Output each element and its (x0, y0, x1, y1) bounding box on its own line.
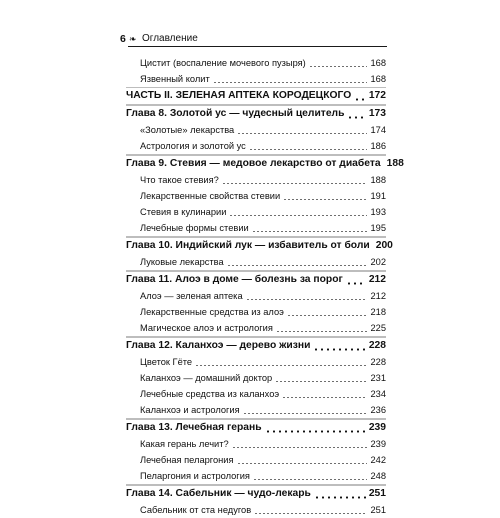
toc-subentry (126, 304, 386, 320)
dot-leader (287, 315, 367, 316)
dot-leader (243, 413, 367, 414)
toc-subentry (126, 354, 386, 370)
entry-title: Цветок Гёте (140, 357, 193, 367)
entry-title: Глава 13. Лечебная герань (126, 422, 262, 433)
dot-leader (347, 116, 365, 119)
entry-title: Цистит (воспаление мочевого пузыря) (140, 58, 306, 68)
entry-page-number: 242 (370, 455, 386, 465)
page-number: 6 (120, 33, 126, 45)
entry-title: Глава 11. Алоэ в доме — болезнь за порог (126, 274, 343, 285)
entry-title: Глава 12. Каланхоэ — дерево жизни (126, 340, 311, 351)
toc-subentry (126, 71, 386, 88)
dot-leader (254, 513, 367, 514)
toc-part-entry (126, 88, 386, 105)
toc-subentry (126, 436, 386, 452)
entry-title: Лекарственные свойства стевии (140, 191, 281, 201)
entry-page-number: 239 (370, 439, 386, 449)
entry-page-number: 251 (368, 488, 386, 499)
entry-page-number: 239 (368, 422, 386, 433)
entry-page-number: 193 (370, 207, 386, 217)
dot-leader (213, 82, 367, 83)
entry-page-number: 173 (368, 108, 386, 119)
dot-leader (346, 282, 366, 285)
entry-page-number: 168 (370, 74, 386, 84)
toc-subentry (126, 204, 386, 220)
entry-title: Астрология и золотой ус (140, 141, 246, 151)
entry-title: Пеларгония и астрология (140, 471, 250, 481)
entry-title: Лекарственные средства из алоэ (140, 307, 284, 317)
entry-title: Глава 9. Стевия — медовое лекарство от диабета (126, 158, 381, 169)
entry-title: Что такое стевия? (140, 175, 219, 185)
dot-leader (249, 149, 367, 150)
entry-page-number: 231 (370, 373, 386, 383)
dot-leader (282, 397, 367, 398)
dot-leader (222, 183, 367, 184)
leaf-ornament-icon: ❧ (129, 34, 137, 44)
entry-page-number: 174 (370, 125, 386, 135)
entry-page-number: 225 (370, 323, 386, 333)
entry-title: Сабельник от ста недугов (140, 505, 252, 515)
entry-title: Лечебная пеларгония (140, 455, 234, 465)
dot-leader (265, 430, 366, 433)
page-header (120, 33, 387, 49)
dot-leader (354, 98, 366, 101)
toc-subentry (126, 220, 386, 237)
entry-page-number: 191 (370, 191, 386, 201)
toc-chapter-entry (126, 338, 386, 354)
entry-page-number: 248 (370, 471, 386, 481)
toc-subentry (126, 452, 386, 468)
toc-subentry (126, 402, 386, 419)
entry-page-number: 212 (370, 291, 386, 301)
toc-chapter-entry (126, 272, 386, 288)
entry-page-number: 212 (368, 274, 386, 285)
entry-title: Стевия в кулинарии (140, 207, 227, 217)
toc-subentry (126, 254, 386, 271)
dot-leader (229, 215, 367, 216)
dot-leader (232, 447, 367, 448)
entry-title: Каланхоэ — домашний доктор (140, 373, 273, 383)
toc-subentry (126, 122, 386, 138)
dot-leader (309, 66, 367, 67)
entry-title: Язвенный колит (140, 74, 210, 84)
entry-page-number: 186 (370, 141, 386, 151)
entry-title: Лечебные формы стевии (140, 223, 249, 233)
dot-leader (314, 496, 366, 499)
dot-leader (227, 265, 367, 266)
entry-page-number: 168 (370, 58, 386, 68)
entry-page-number: 202 (370, 257, 386, 267)
entry-title: Глава 14. Сабельник — чудо-лекарь (126, 488, 311, 499)
dot-leader (275, 381, 367, 382)
toc-subentry (126, 288, 386, 304)
dot-leader (276, 331, 367, 332)
entry-title: Глава 10. Индийский лук — избавитель от боли (126, 240, 370, 251)
dot-leader (246, 299, 367, 300)
header-rule (128, 46, 387, 47)
entry-title: Луковые лекарства (140, 257, 224, 267)
toc-chapter-entry (126, 420, 386, 436)
dot-leader (253, 479, 367, 480)
toc-chapter-entry (126, 106, 386, 122)
toc-subentry (126, 188, 386, 204)
entry-page-number: 195 (370, 223, 386, 233)
toc-subentry (126, 502, 386, 518)
dot-leader (237, 133, 367, 134)
running-header-title: Оглавление (142, 33, 198, 44)
dot-leader (252, 231, 367, 232)
dot-leader (313, 348, 365, 351)
entry-page-number: 218 (370, 307, 386, 317)
toc-subentry (126, 320, 386, 337)
entry-title: Алоэ — зеленая аптека (140, 291, 243, 301)
entry-page-number: 188 (386, 158, 404, 169)
entry-page-number: 236 (370, 405, 386, 415)
toc-subentry (126, 370, 386, 386)
entry-page-number: 172 (368, 90, 386, 101)
entry-page-number: 200 (375, 240, 393, 251)
entry-title: Каланхоэ и астрология (140, 405, 240, 415)
entry-title: «Золотые» лекарства (140, 125, 235, 135)
entry-page-number: 251 (370, 505, 386, 515)
toc-subentry (126, 386, 386, 402)
dot-leader (237, 463, 368, 464)
dot-leader (195, 365, 367, 366)
dot-leader (283, 199, 367, 200)
entry-title: Лечебные средства из каланхоэ (140, 389, 280, 399)
toc-subentry (126, 468, 386, 485)
toc-chapter-entry (126, 238, 393, 254)
entry-page-number: 228 (368, 340, 386, 351)
entry-title: Глава 8. Золотой ус — чудесный целитель (126, 108, 345, 119)
entry-page-number: 228 (370, 357, 386, 367)
entry-page-number: 234 (370, 389, 386, 399)
entry-page-number: 188 (370, 175, 386, 185)
toc-subentry (126, 138, 386, 155)
toc-subentry (126, 55, 386, 71)
entry-title: ЧАСТЬ II. ЗЕЛЕНАЯ АПТЕКА КОРОДЕЦКОГО (126, 90, 352, 101)
entry-title: Магическое алоэ и астрология (140, 323, 273, 333)
toc-chapter-entry (126, 156, 404, 172)
table-of-contents (126, 55, 404, 518)
toc-subentry (126, 172, 386, 188)
entry-title: Какая герань лечит? (140, 439, 229, 449)
